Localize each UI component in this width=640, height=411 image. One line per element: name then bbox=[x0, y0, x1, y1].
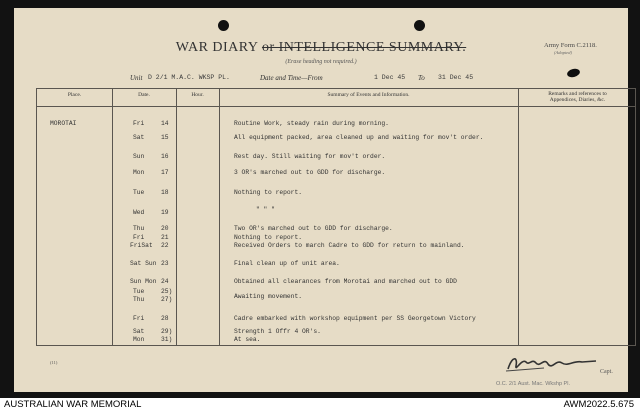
row-day: FriSat bbox=[130, 242, 153, 249]
row-day: Mon bbox=[133, 169, 145, 176]
place-cell: MOROTAI bbox=[50, 120, 77, 127]
row-date: 20 bbox=[161, 225, 169, 232]
column-rule bbox=[176, 89, 177, 345]
row-event: At sea. bbox=[234, 336, 261, 343]
row-day: Thu bbox=[133, 225, 145, 232]
row-day: Fri bbox=[133, 120, 145, 127]
row-event: 3 OR's marched out to GDD for discharge. bbox=[234, 169, 386, 176]
row-day: Thu bbox=[133, 296, 145, 303]
row-date: 25) bbox=[161, 288, 173, 295]
row-event: Cadre embarked with workshop equipment per SS Georgetown Victory bbox=[234, 315, 476, 322]
punch-hole-right bbox=[414, 20, 425, 31]
date-from-value: 1 Dec 45 bbox=[374, 74, 406, 81]
row-date: 23 bbox=[161, 260, 169, 267]
title-war-diary: WAR DIARY bbox=[175, 40, 258, 55]
row-date: 15 bbox=[161, 134, 169, 141]
footer-accession-number: AWM2022.5.675 bbox=[563, 399, 634, 410]
row-day: Sun Mon bbox=[130, 278, 157, 285]
row-event: Routine Work, steady rain during morning. bbox=[234, 120, 389, 127]
diary-sheet bbox=[14, 8, 628, 392]
header-hour: Hour. bbox=[191, 92, 204, 98]
row-day: Fri bbox=[133, 315, 145, 322]
signature-icon bbox=[504, 352, 604, 376]
row-day: Wed bbox=[133, 209, 145, 216]
punch-hole-left bbox=[218, 20, 229, 31]
row-day: Tue bbox=[133, 288, 145, 295]
title-struck-summary: or INTELLIGENCE SUMMARY. bbox=[261, 40, 467, 55]
row-date: 22 bbox=[161, 242, 169, 249]
footnote-code: (11) bbox=[50, 360, 58, 365]
date-to-label: To bbox=[418, 74, 425, 82]
header-place: Place. bbox=[67, 92, 82, 98]
column-rule bbox=[518, 89, 519, 345]
footer-bar bbox=[0, 398, 640, 411]
row-day: Sat bbox=[133, 328, 145, 335]
diary-table bbox=[36, 88, 636, 346]
header-remarks-line1: Remarks and references to bbox=[548, 91, 607, 97]
row-date: 16 bbox=[161, 153, 169, 160]
row-event: Nothing to report. bbox=[234, 189, 303, 196]
header-summary: Summary of Events and Information. bbox=[327, 92, 410, 98]
row-day: Mon bbox=[133, 336, 145, 343]
header-remarks bbox=[518, 91, 637, 103]
page-subtitle: (Erase heading not required.) bbox=[285, 59, 357, 65]
row-date: 27) bbox=[161, 296, 173, 303]
row-day: Tue bbox=[133, 189, 145, 196]
ink-blot bbox=[566, 67, 581, 78]
header-remarks-line2: Appendices, Diaries, &c. bbox=[549, 97, 606, 103]
row-event: Strength 1 Offr 4 OR's. bbox=[234, 328, 321, 335]
row-event: Nothing to report. bbox=[234, 234, 303, 241]
row-day: Sat bbox=[133, 134, 145, 141]
column-rule bbox=[219, 89, 220, 345]
row-event: Two OR's marched out to GDD for discharge. bbox=[234, 225, 393, 232]
row-event: Rest day. Still waiting for mov't order. bbox=[234, 153, 386, 160]
unit-label: Unit bbox=[130, 74, 143, 82]
row-date: 21 bbox=[161, 234, 169, 241]
date-time-label: Date and Time—From bbox=[260, 74, 323, 82]
row-date: 31) bbox=[161, 336, 173, 343]
unit-value: D 2/1 M.A.C. WKSP PL. bbox=[148, 74, 230, 81]
row-date: 18 bbox=[161, 189, 169, 196]
row-date: 17 bbox=[161, 169, 169, 176]
row-day: Fri bbox=[133, 234, 145, 241]
row-event: All equipment packed, area cleaned up and waiting for mov't order. bbox=[234, 134, 484, 141]
row-day: Sun bbox=[133, 153, 145, 160]
army-form-number: Army Form C.2118. bbox=[544, 42, 597, 49]
row-date: 19 bbox=[161, 209, 169, 216]
row-event: Awaiting movement. bbox=[234, 293, 303, 300]
row-event: Obtained all clearances from Morotai and marched out to GDD bbox=[234, 278, 457, 285]
army-form-adapted: (Adapted) bbox=[554, 50, 572, 55]
row-date: 29) bbox=[161, 328, 173, 335]
column-rule bbox=[112, 89, 113, 345]
row-event: Received Orders to march Cadre to GDD for return to mainland. bbox=[234, 242, 465, 249]
row-date: 28 bbox=[161, 315, 169, 322]
captain-label: Capt. bbox=[600, 369, 613, 375]
header-date: Date. bbox=[138, 92, 150, 98]
footer-institution: AUSTRALIAN WAR MEMORIAL bbox=[4, 399, 142, 410]
row-event: Final clean up of unit area. bbox=[234, 260, 340, 267]
row-event: " " " bbox=[256, 206, 275, 213]
header-rule bbox=[37, 106, 635, 107]
date-to-value: 31 Dec 45 bbox=[438, 74, 474, 81]
page-title bbox=[14, 40, 628, 56]
officer-signoff: O.C. 2/1 Aust. Mac. Wkshp Pl. bbox=[496, 381, 570, 387]
row-date: 24 bbox=[161, 278, 169, 285]
row-day: Sat Sun bbox=[130, 260, 157, 267]
row-date: 14 bbox=[161, 120, 169, 127]
